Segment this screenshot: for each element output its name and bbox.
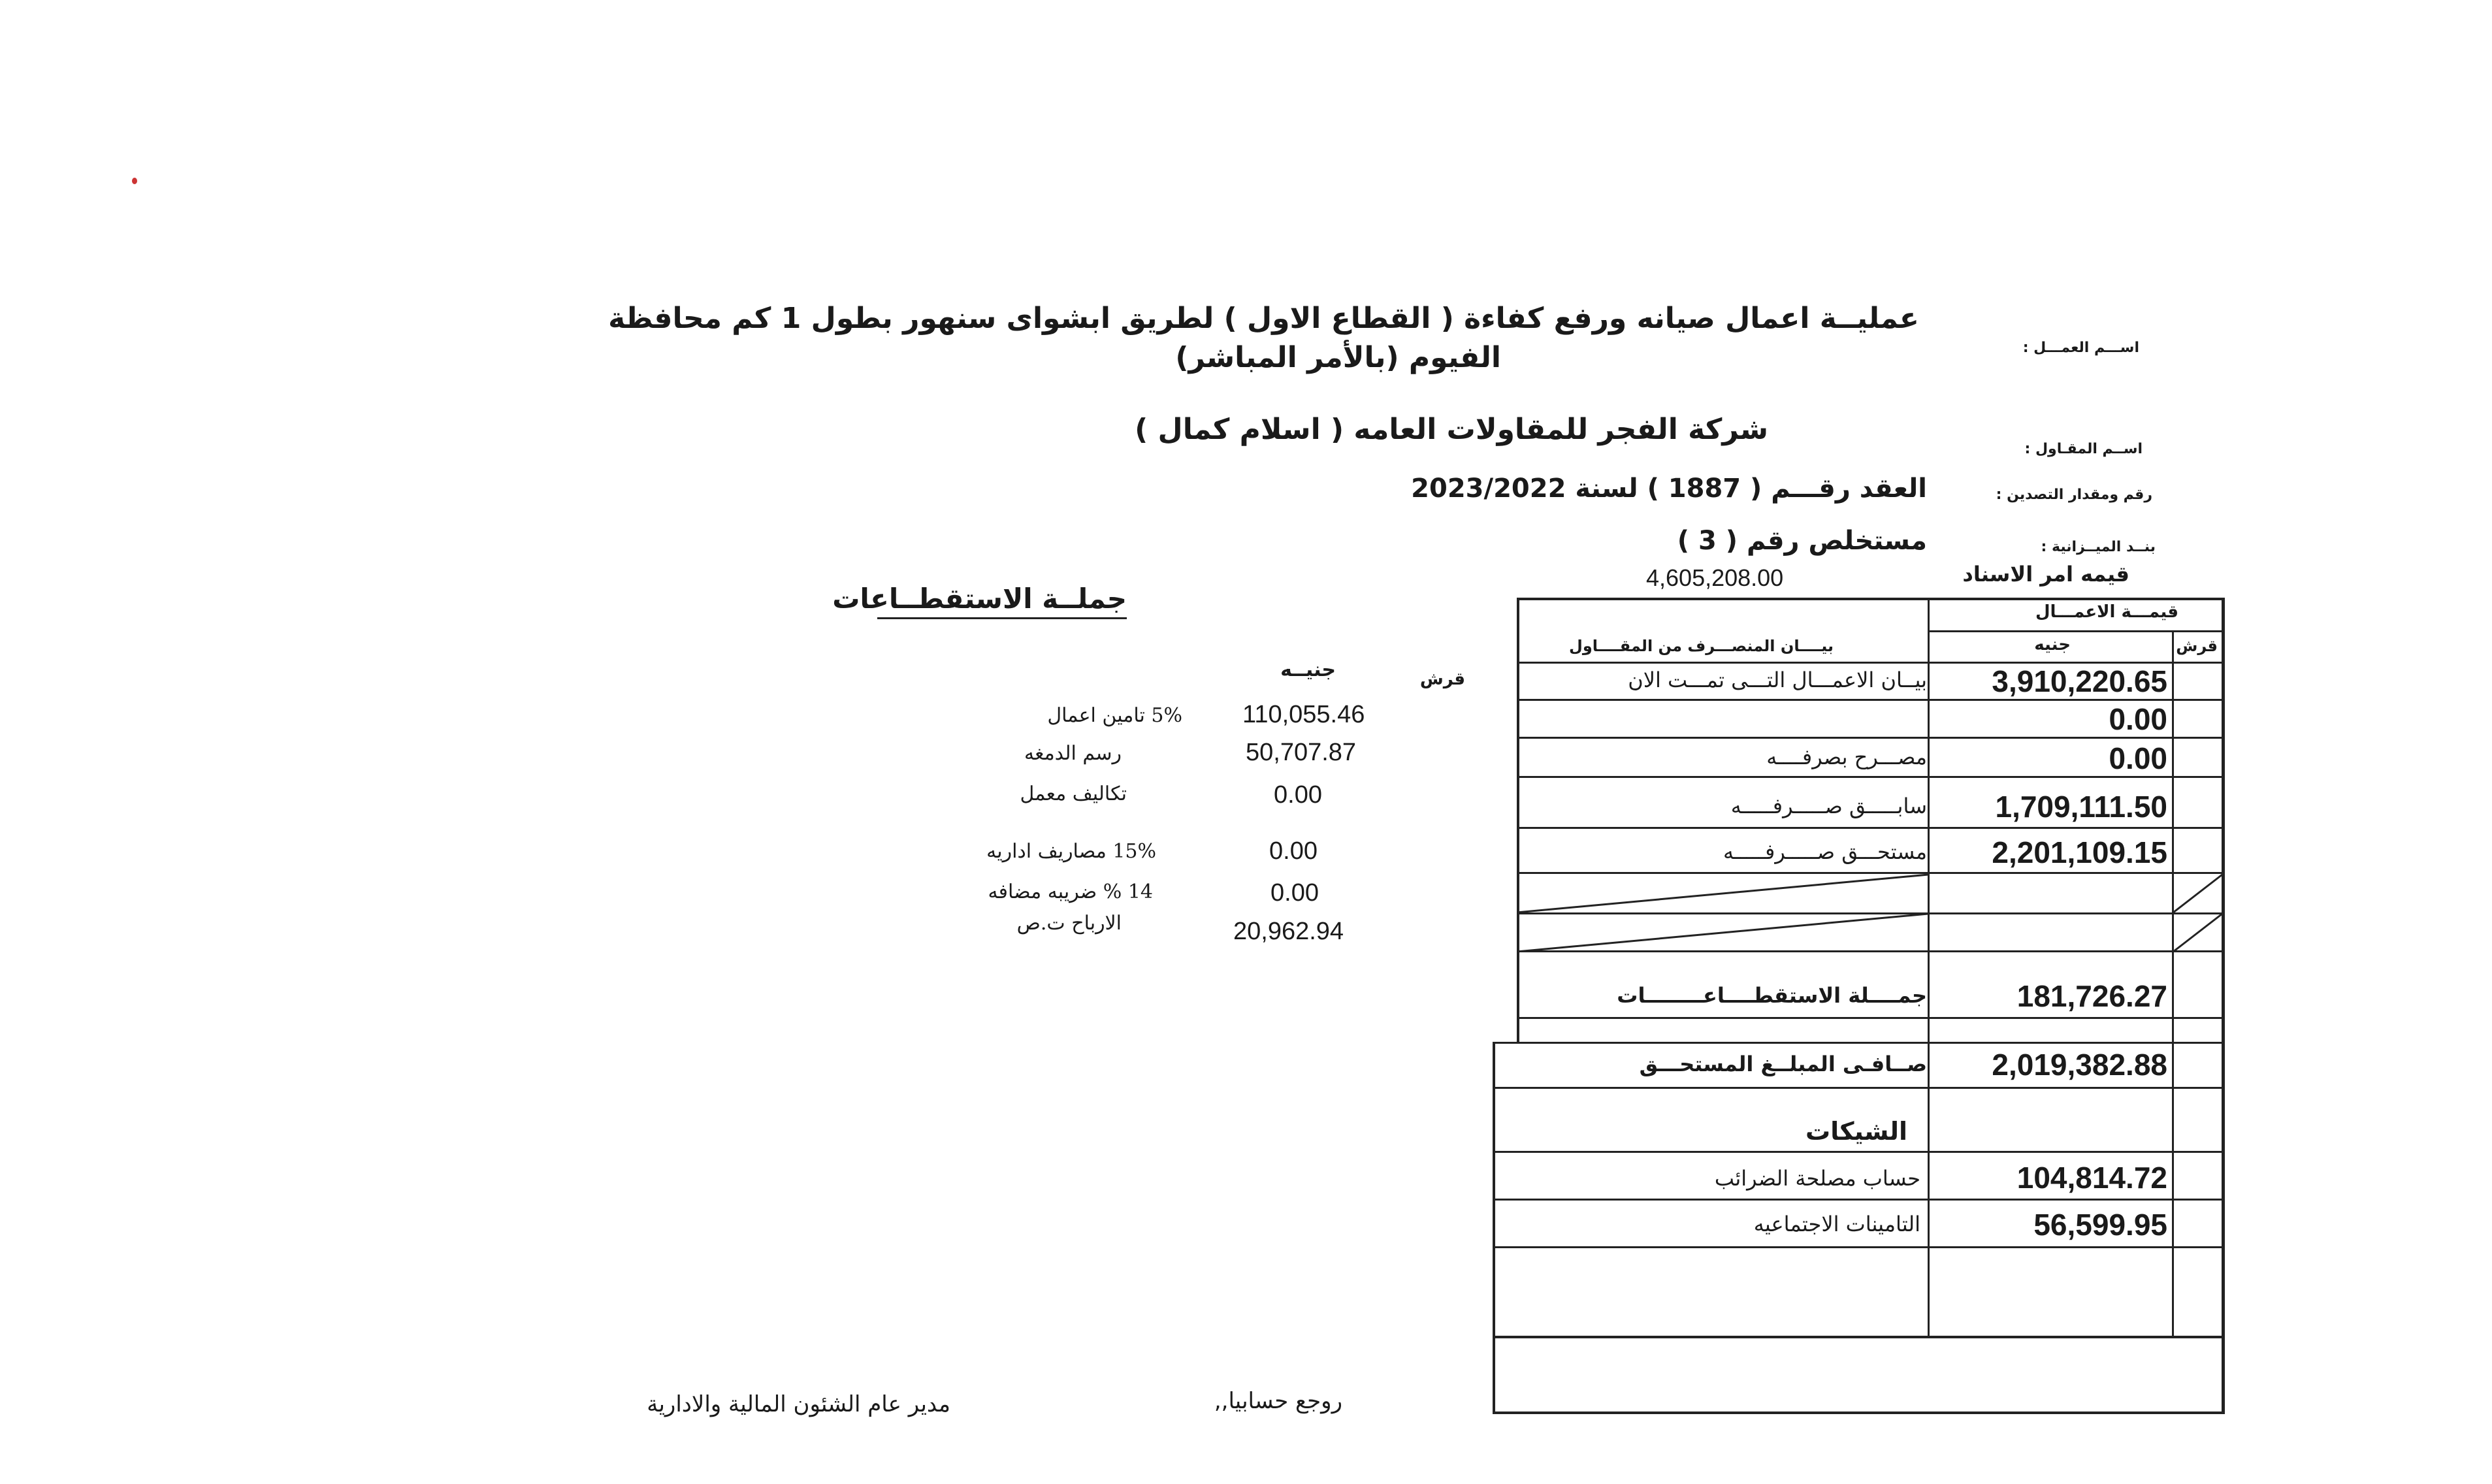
hline-net-bottom: [1493, 1087, 2225, 1089]
hline-checks-title: [1493, 1151, 2225, 1153]
table-border-left-bottom: [1493, 1042, 1495, 1414]
row-value-due: 2,201,109.15: [1992, 835, 2167, 869]
ink-speck: [132, 178, 137, 184]
table-bottom: [1493, 1411, 2225, 1414]
table-border-right: [2222, 598, 2225, 1414]
works-value-header: قيمـــة الاعمـــال: [2035, 602, 2178, 622]
row-value-empty: 0.00: [2109, 702, 2167, 736]
hline-row2: [1517, 737, 2225, 739]
work-name-label: اســـم العمـــل :: [2022, 340, 2139, 356]
deduction-value-admin-costs: 0.00: [1269, 837, 1318, 865]
description-header: بيــــان المنصـــرف من المقــــاول: [1569, 637, 1834, 655]
row-value-authorized: 0.00: [2109, 741, 2167, 775]
net-due-label: صــافـى المبلــغ المستحـــق: [1639, 1052, 1927, 1076]
deductions-title: جملــة الاستقطــاعات: [832, 583, 1127, 615]
total-deductions-label: جمــــلة الاستقطــــاعــــــــات: [1617, 983, 1927, 1008]
hline-net-top: [1493, 1042, 2225, 1044]
deduction-value-stamp-fee: 50,707.87: [1246, 739, 1357, 766]
hline-row1: [1517, 699, 2225, 701]
reviewed-signature-line: روجع حسابيا,,: [1214, 1388, 1342, 1414]
finance-manager-title: مدير عام الشئون المالية والادارية: [647, 1391, 950, 1417]
hline-value-header: [1929, 630, 2225, 632]
contract-number: العقد رقـــم ( 1887 ) لسنة 2023/2022: [1411, 474, 1927, 504]
check-label-insurance: التامينات الاجتماعيه: [1753, 1212, 1920, 1236]
row-label-previous: سابـــــق صـــــرفـــــه: [1730, 794, 1927, 818]
row-value-previous: 1,709,111.50: [1995, 790, 2167, 824]
empty-row-strikes: [1517, 872, 2225, 954]
deduction-label-vat: 14 % ضريبه مضافه: [988, 880, 1153, 903]
contractor-label: اســم المقـاول :: [2024, 441, 2143, 457]
deductions-title-underline: [877, 617, 1127, 619]
order-value: 4,605,208.00: [1646, 564, 1784, 591]
deductions-piaster-header: قرش: [1419, 669, 1465, 689]
col-divider-piaster: [2172, 630, 2174, 1336]
deductions-pound-header: جنيــه: [1280, 658, 1336, 681]
table-border-left-top: [1517, 598, 1519, 1042]
check-value-tax: 104,814.72: [2016, 1161, 2167, 1195]
checks-title: الشيكات: [1805, 1117, 1907, 1146]
deduction-value-works-insurance: 110,055.46: [1242, 701, 1365, 728]
work-name-line1: عمليــة اعمال صيانه ورفع كفاءة ( القطاع الاول ) لطريق ابشواى سنهور بطول 1 كم محافظة: [608, 302, 1919, 335]
table-top: [1517, 598, 2225, 600]
net-due-value: 2,019,382.88: [1992, 1048, 2167, 1082]
row-label-due: مستحـــق صـــــرفـــــه: [1723, 839, 1927, 864]
deduction-label-stamp-fee: رسم الدمغه: [1024, 742, 1122, 765]
deduction-value-lab-costs: 0.00: [1274, 781, 1322, 809]
deduction-label-admin-costs: 15% مصاريف اداريه: [986, 840, 1156, 863]
hline-row4: [1517, 827, 2225, 829]
deduction-value-profit-tax: 20,962.94: [1233, 918, 1344, 945]
col-divider-desc: [1928, 598, 1930, 1336]
pound-header: جنيه: [2034, 635, 2071, 654]
row-label-authorized: مصـــرح بصرفــــه: [1766, 745, 1927, 769]
contractor-name: شركة الفجر للمقاولات العامه ( اسلام كمال ): [1135, 413, 1768, 446]
work-name-line2: الفيوم (بالأمر المباشر): [1175, 341, 1501, 374]
row-value-works-done: 3,910,220.65: [1992, 664, 2167, 698]
budget-label: بنــد الميــزانية :: [2041, 539, 2156, 555]
contract-ref-label: رقم ومقدار التصدين :: [1996, 487, 2152, 503]
piaster-header: قرش: [2176, 637, 2218, 655]
deduction-value-vat: 0.00: [1270, 879, 1319, 907]
order-value-label: قيمه امر الاسناد: [1962, 562, 2129, 587]
hline-row3: [1517, 776, 2225, 778]
check-label-tax: حساب مصلحة الضرائب: [1714, 1166, 1920, 1191]
deduction-label-works-insurance: 5% تامين اعمال: [1047, 704, 1182, 727]
hline-total-ded: [1517, 1017, 2225, 1019]
extract-number: مستخلص رقم ( 3 ): [1677, 526, 1927, 556]
check-value-insurance: 56,599.95: [2033, 1208, 2167, 1242]
deduction-label-lab-costs: تكاليف معمل: [1020, 782, 1127, 805]
deduction-label-profit-tax: الارباح ت.ص: [1016, 912, 1122, 935]
hline-check2: [1493, 1246, 2225, 1248]
total-deductions-value: 181,726.27: [2016, 979, 2167, 1013]
hline-check1: [1493, 1199, 2225, 1201]
hline-blank: [1493, 1336, 2225, 1338]
row-label-works-done: بيــان الاعمـــال التـــى تمـــت الان: [1628, 668, 1927, 692]
